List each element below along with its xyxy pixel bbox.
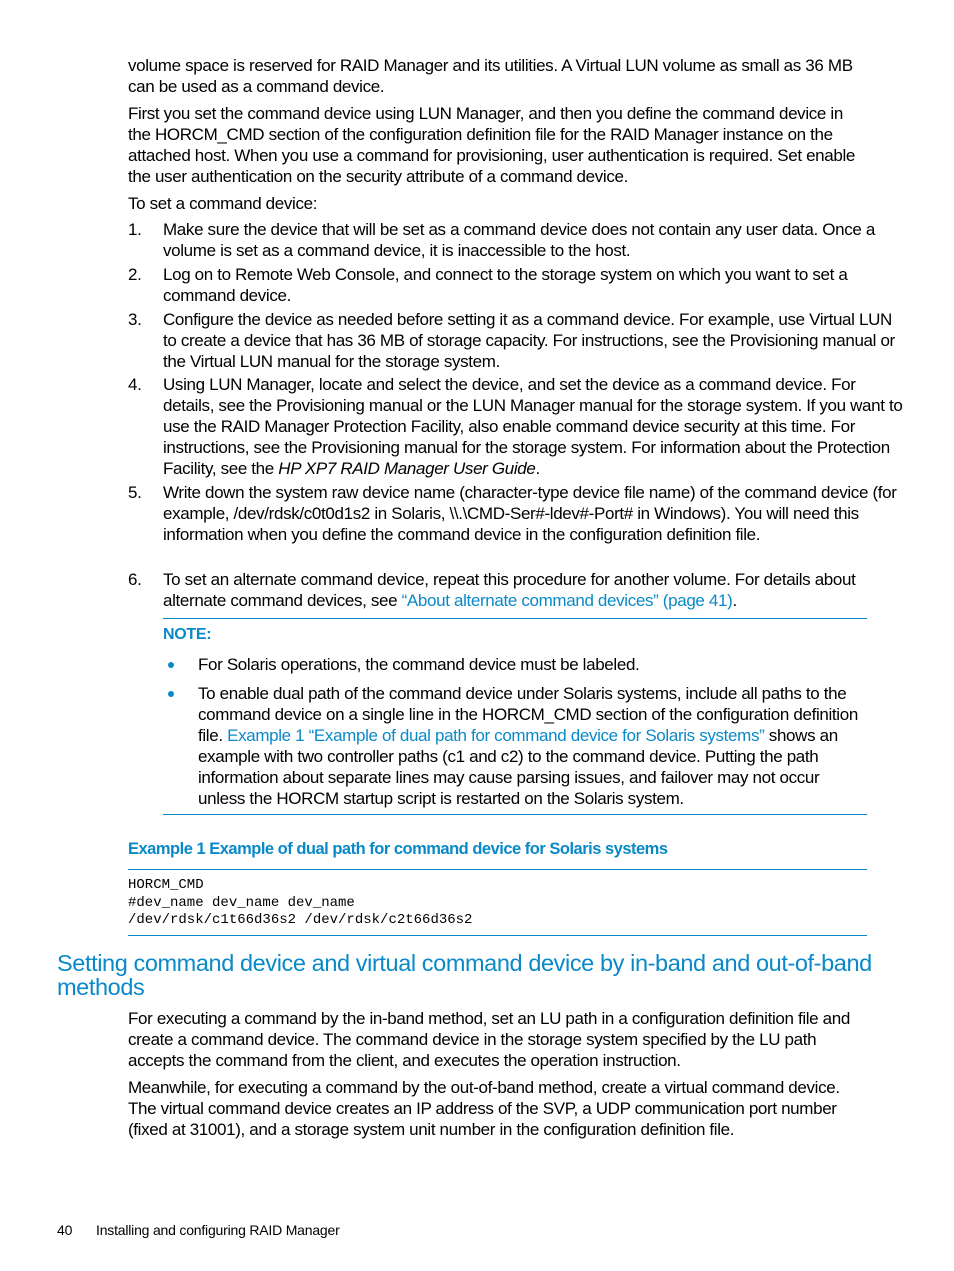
section-paragraph-1: For executing a command by the in-band method, set an LU path in a configuration definition file and create a command device. The command device in the storage system specified by the LU path accepts the command from the client, and executes the operation instruction.: [128, 1009, 850, 1070]
step-text: Log on to Remote Web Console, and connect to the storage system on which you want to set a command device.: [163, 265, 848, 305]
intro-paragraph-2: First you set the command device using LUN Manager, and then you define the command device in the HORCM_CMD section of the configuration definition file for the RAID Manager instance on the attached host. When you use a command for provisioning, user authentication is required. Set enable the user authentication on the security attribute of a command device.: [128, 104, 856, 186]
intro-paragraph-3: To set a command device:: [128, 194, 318, 213]
section-paragraph-2: Meanwhile, for executing a command by the out-of-band method, create a virtual command device. The virtual command device creates an IP address of the SVP, a UDP communication port number (fixed at 31001), and a storage system unit number in the configuration definition file.: [128, 1078, 840, 1139]
note-bullet-text: [163, 683, 867, 809]
step-text: Using LUN Manager, locate and select the device, and set the device as a command device. For details, see the Provisioning manual or the LUN Manager manual for the storage system. If you want to use the RAID Manager Protection Facility, also enable command device security at this time. For instructions, see the Provisioning manual for the storage system. For information about the Protection Facility, see the: [163, 375, 903, 478]
section-heading: Setting command device and virtual command device by in-band and out-of-band methods: [57, 950, 872, 1000]
step-text: To set an alternate command device, repeat this procedure for another volume. For details about alternate command devices, see: [163, 570, 856, 610]
list-item: [128, 264, 903, 306]
step-number: 1.: [128, 220, 142, 239]
code-line: /dev/rdsk/c1t66d36s2 /dev/rdsk/c2t66d36s2: [128, 912, 473, 928]
step-number: 2.: [128, 265, 142, 284]
step-text: Configure the device as needed before setting it as a command device. For example, use Virtual LUN to create a device that has 36 MB of storage capacity. For instructions, see the Provisioning manual or the Virtual LUN manual for the storage system.: [163, 310, 895, 371]
step-number: 6.: [128, 570, 142, 589]
bullet-icon: [168, 691, 174, 697]
guide-title: HP XP7 RAID Manager User Guide: [278, 459, 536, 478]
code-line: HORCM_CMD: [128, 877, 204, 893]
alternate-command-devices-link[interactable]: “About alternate command devices” (page 41): [401, 591, 733, 610]
step-number: 5.: [128, 483, 142, 502]
code-line: #dev_name dev_name dev_name: [128, 894, 355, 911]
step-number: 3.: [128, 310, 142, 329]
bullet-icon: [168, 662, 174, 668]
step-text-end: .: [535, 459, 540, 478]
page-footer: [57, 1222, 340, 1238]
page-number: 40: [57, 1222, 73, 1238]
step-text: Make sure the device that will be set as a command device does not contain any user data. Once a volume is set as a command device, it is inaccessible to the host.: [163, 220, 875, 260]
note-bullet-text: For Solaris operations, the command device must be labeled.: [198, 655, 640, 674]
example-bottom-rule: [128, 935, 867, 936]
note-bullet: [163, 654, 867, 675]
step-text-end: .: [732, 591, 737, 610]
example-1-link[interactable]: Example 1 “Example of dual path for command device for Solaris systems”: [227, 726, 765, 745]
example-title: Example 1 Example of dual path for command device for Solaris systems: [128, 840, 668, 858]
list-item: [128, 219, 903, 261]
list-item: [128, 309, 903, 372]
step-number: 4.: [128, 375, 142, 394]
intro-paragraph-1: volume space is reserved for RAID Manager and its utilities. A Virtual LUN volume as small as 36 MB can be used as a command device.: [128, 56, 853, 96]
example-top-rule: [128, 869, 867, 870]
note-bullet-text-start: To enable dual path of the command device under Solaris systems, include all paths to the command device on a single line in the HORCM_CMD section of the configuration definition file.: [198, 684, 858, 745]
list-item: [128, 374, 903, 479]
note-top-rule: [163, 618, 867, 619]
note-label: NOTE:: [163, 626, 212, 643]
note-bullet: [163, 683, 867, 809]
list-item: [128, 482, 903, 545]
list-item: [128, 569, 903, 611]
chapter-title: Installing and configuring RAID Manager: [96, 1222, 340, 1238]
note-bottom-rule: [163, 814, 867, 815]
code-block: [128, 877, 472, 930]
step-text: Write down the system raw device name (character-type device file name) of the command device (for example, /dev/rdsk/c0t0d1s2 in Solaris, \\.\CMD-Ser#-ldev#-Port# in Windows). You will need this information when you define the command device in the configuration definition file.: [163, 483, 897, 544]
note-bullet-text-end: shows an example with two controller paths (c1 and c2) to the command device. Putting the path information about separate lines may cause parsing issues, and failover may not occur unless the HORCM startup script is restarted on the Solaris system.: [198, 726, 838, 808]
